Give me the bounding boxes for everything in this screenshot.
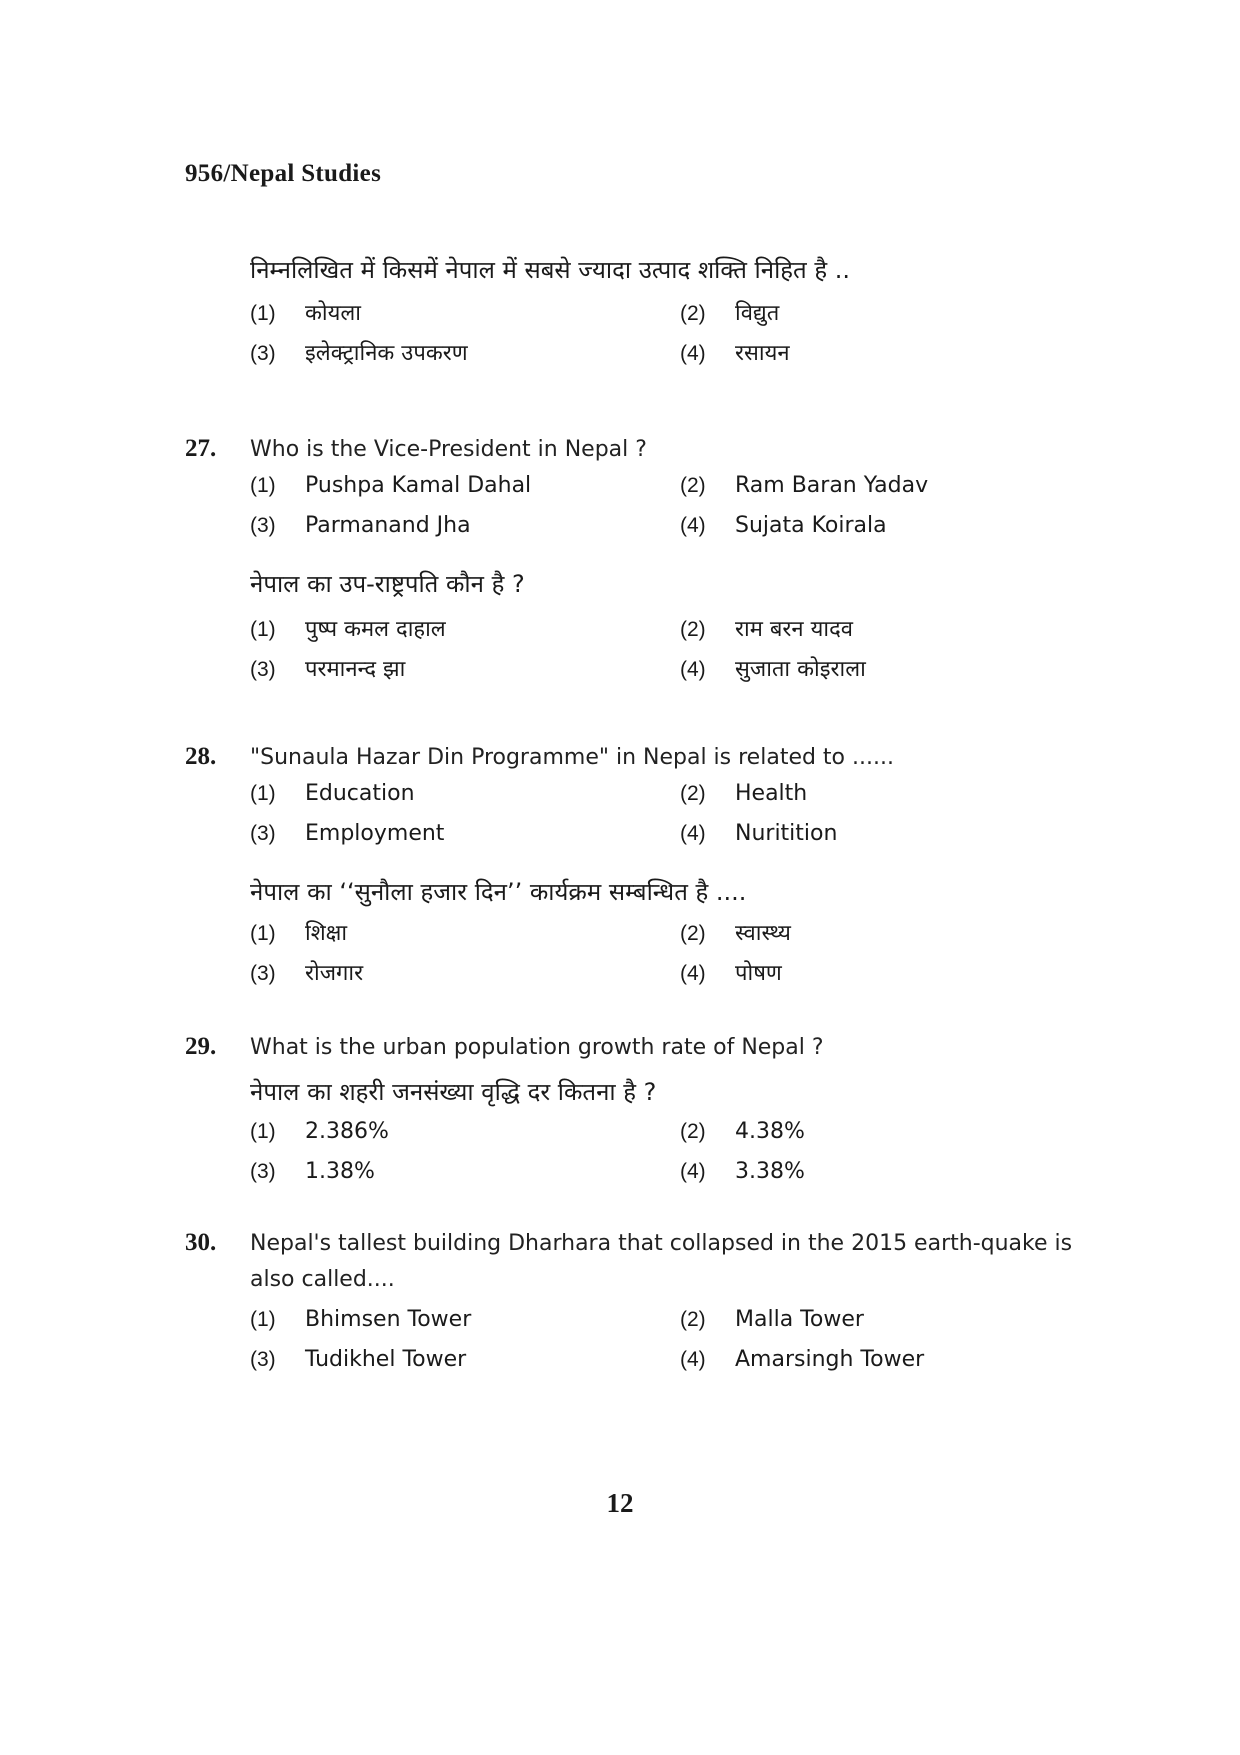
options [250,1114,1145,1190]
option-num: (3) [250,514,276,537]
question-text-en: Who is the Vice-President in Nepal ? [250,437,647,462]
option-2 [680,468,1110,504]
option-num: (4) [680,514,706,537]
option-text: Education [305,781,415,806]
option-text: रसायन [735,341,790,366]
option-text: विद्युत [735,301,780,326]
option-text: 4.38% [735,1119,805,1144]
option-text: कोयला [305,301,361,326]
option-text: 2.386% [305,1119,389,1144]
option-text: Tudikhel Tower [305,1347,467,1372]
option-num: (3) [250,658,276,681]
options-en [250,1302,1145,1378]
option-4 [680,336,1110,372]
option-text: 3.38% [735,1159,805,1184]
option-text: Amarsingh Tower [735,1347,925,1372]
question-number: 30. [185,1229,217,1256]
option-text: पुष्प कमल दाहाल [305,617,446,642]
option-num: (4) [680,822,706,845]
option-num: (4) [680,658,706,681]
option-text: परमानन्द झा [305,657,406,682]
question-27 [185,432,1145,688]
option-num: (1) [250,1308,276,1331]
option-4 [680,1154,1110,1190]
option-num: (2) [680,302,706,325]
option-num: (4) [680,1348,706,1371]
option-num: (1) [250,302,276,325]
question-29 [185,1030,1145,1190]
option-2 [680,296,1110,332]
option-num: (4) [680,1160,706,1183]
option-num: (1) [250,474,276,497]
option-3 [250,508,680,544]
option-text: Parmanand Jha [305,513,471,538]
option-num: (2) [680,922,706,945]
option-text: Sujata Koirala [735,513,887,538]
option-text: Bhimsen Tower [305,1307,472,1332]
option-3 [250,652,680,688]
page-header: 956/Nepal Studies [185,160,382,187]
option-2 [680,776,1110,812]
option-num: (3) [250,822,276,845]
option-num: (3) [250,1160,276,1183]
option-text: शिक्षा [305,921,348,946]
option-3 [250,956,680,992]
question-28 [185,740,1145,992]
option-text: Employment [305,821,445,846]
option-text: 1.38% [305,1159,375,1184]
option-num: (4) [680,962,706,985]
option-2 [680,916,1110,952]
option-3 [250,816,680,852]
option-1 [250,612,680,648]
option-2 [680,612,1110,648]
option-num: (2) [680,782,706,805]
option-4 [680,816,1110,852]
option-3 [250,1154,680,1190]
option-num: (2) [680,1120,706,1143]
option-text: Health [735,781,808,806]
option-4 [680,508,1110,544]
question-number: 29. [185,1033,217,1060]
option-num: (3) [250,342,276,365]
question-text-en: What is the urban population growth rate of Nepal ? [250,1035,824,1060]
question-number: 27. [185,435,217,462]
question-30 [185,1226,1145,1378]
question-26-hindi [185,252,1145,372]
options-hi [250,612,1145,688]
option-text: रोजगार [305,961,364,986]
option-1 [250,916,680,952]
option-2 [680,1114,1110,1150]
option-4 [680,1342,1110,1378]
option-num: (3) [250,962,276,985]
option-1 [250,1302,680,1338]
option-1 [250,296,680,332]
option-2 [680,1302,1110,1338]
options-en [250,468,1145,544]
option-3 [250,336,680,372]
option-num: (3) [250,1348,276,1371]
option-text: Pushpa Kamal Dahal [305,473,532,498]
option-text: स्वास्थ्य [735,921,791,946]
option-num: (1) [250,922,276,945]
question-text-hi: नेपाल का ‘‘सुनौला हजार दिन’’ कार्यक्रम सम्बन्धित है .... [250,878,747,906]
option-num: (1) [250,782,276,805]
option-text: सुजाता कोइराला [735,657,866,682]
option-num: (4) [680,342,706,365]
question-text-en: "Sunaula Hazar Din Programme" in Nepal is related to ...... [250,745,894,770]
options-hi [250,916,1145,992]
option-text: राम बरन यादव [735,617,853,642]
options-en [250,776,1145,852]
question-text-hi: नेपाल का शहरी जनसंख्या वृद्धि दर कितना है ? [250,1078,657,1106]
option-text: इलेक्ट्रानिक उपकरण [305,341,468,366]
option-text: Ram Baran Yadav [735,473,929,498]
options [250,296,1145,372]
option-num: (1) [250,1120,276,1143]
option-num: (2) [680,1308,706,1331]
option-text: Malla Tower [735,1307,864,1332]
option-text: पोषण [735,961,782,986]
option-1 [250,1114,680,1150]
option-4 [680,652,1110,688]
question-text-en: Nepal's tallest building Dharhara that collapsed in the 2015 earth-quake is also called.... [250,1231,1073,1292]
option-3 [250,1342,680,1378]
question-number: 28. [185,743,217,770]
page-number: 12 [606,1488,634,1518]
option-1 [250,776,680,812]
question-text-hi: नेपाल का उप-राष्ट्रपति कौन है ? [250,570,525,598]
question-text-hi: निम्नलिखित में किसमें नेपाल में सबसे ज्यादा उत्पाद शक्ति निहित है .. [250,256,850,284]
option-1 [250,468,680,504]
option-4 [680,956,1110,992]
option-text: Nuritition [735,821,838,846]
option-num: (1) [250,618,276,641]
option-num: (2) [680,474,706,497]
option-num: (2) [680,618,706,641]
